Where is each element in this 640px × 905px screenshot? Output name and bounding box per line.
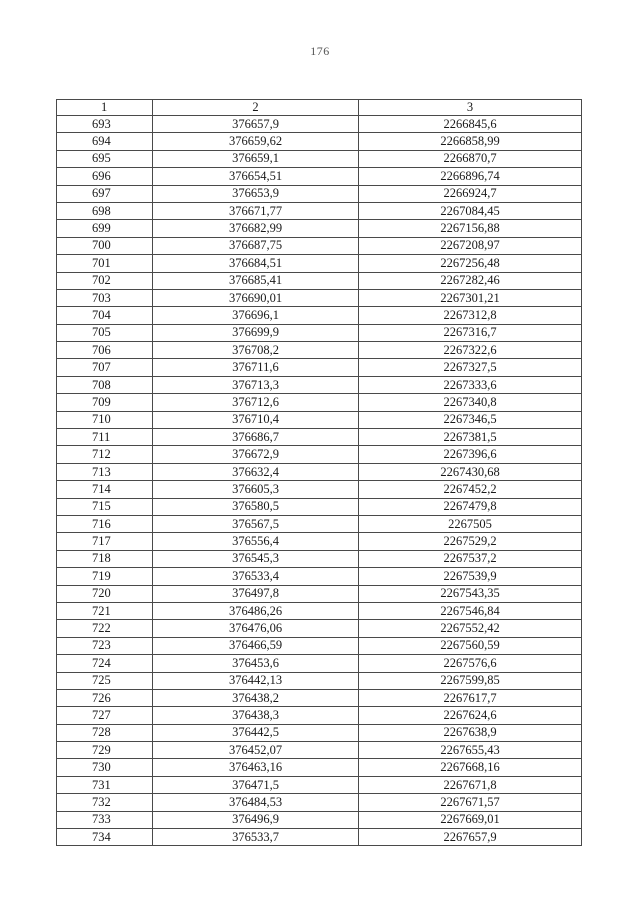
cell-y-coordinate: 2267539,9 [359, 568, 582, 585]
cell-y-coordinate: 2267655,43 [359, 742, 582, 759]
cell-y-coordinate: 2267301,21 [359, 289, 582, 306]
cell-x-coordinate: 376659,1 [153, 150, 359, 167]
cell-y-coordinate: 2267624,6 [359, 707, 582, 724]
cell-x-coordinate: 376711,6 [153, 359, 359, 376]
cell-y-coordinate: 2267156,88 [359, 220, 582, 237]
cell-y-coordinate: 2267657,9 [359, 829, 582, 846]
cell-point-number: 713 [57, 463, 153, 480]
cell-point-number: 729 [57, 742, 153, 759]
cell-point-number: 699 [57, 220, 153, 237]
cell-point-number: 727 [57, 707, 153, 724]
table-row [57, 342, 582, 359]
table-header [57, 100, 582, 116]
cell-point-number: 721 [57, 602, 153, 619]
table-row [57, 498, 582, 515]
cell-y-coordinate: 2267282,46 [359, 272, 582, 289]
cell-y-coordinate: 2267208,97 [359, 237, 582, 254]
cell-point-number: 693 [57, 116, 153, 133]
column-header-1: 1 [57, 100, 153, 116]
table-row [57, 794, 582, 811]
cell-point-number: 725 [57, 672, 153, 689]
cell-point-number: 704 [57, 307, 153, 324]
cell-point-number: 709 [57, 394, 153, 411]
table-row [57, 150, 582, 167]
cell-x-coordinate: 376708,2 [153, 342, 359, 359]
table-row [57, 672, 582, 689]
cell-y-coordinate: 2267084,45 [359, 202, 582, 219]
cell-x-coordinate: 376690,01 [153, 289, 359, 306]
cell-y-coordinate: 2267505 [359, 515, 582, 532]
cell-y-coordinate: 2266858,99 [359, 133, 582, 150]
table-row [57, 133, 582, 150]
cell-x-coordinate: 376653,9 [153, 185, 359, 202]
table-row [57, 202, 582, 219]
table-row [57, 220, 582, 237]
table-row [57, 707, 582, 724]
table-row [57, 776, 582, 793]
cell-y-coordinate: 2267381,5 [359, 429, 582, 446]
cell-x-coordinate: 376654,51 [153, 168, 359, 185]
cell-x-coordinate: 376687,75 [153, 237, 359, 254]
cell-point-number: 697 [57, 185, 153, 202]
cell-y-coordinate: 2266896,74 [359, 168, 582, 185]
table-row [57, 376, 582, 393]
header-row [57, 100, 582, 116]
cell-x-coordinate: 376712,6 [153, 394, 359, 411]
table-row [57, 289, 582, 306]
cell-point-number: 701 [57, 255, 153, 272]
cell-point-number: 730 [57, 759, 153, 776]
cell-point-number: 734 [57, 829, 153, 846]
cell-x-coordinate: 376496,9 [153, 811, 359, 828]
cell-x-coordinate: 376463,16 [153, 759, 359, 776]
cell-y-coordinate: 2267638,9 [359, 724, 582, 741]
table-row [57, 307, 582, 324]
cell-point-number: 728 [57, 724, 153, 741]
cell-x-coordinate: 376497,8 [153, 585, 359, 602]
cell-y-coordinate: 2266845,6 [359, 116, 582, 133]
table-row [57, 429, 582, 446]
cell-point-number: 695 [57, 150, 153, 167]
cell-x-coordinate: 376682,99 [153, 220, 359, 237]
table-row [57, 550, 582, 567]
cell-y-coordinate: 2267552,42 [359, 620, 582, 637]
table-row [57, 742, 582, 759]
table-row [57, 533, 582, 550]
cell-x-coordinate: 376657,9 [153, 116, 359, 133]
cell-x-coordinate: 376605,3 [153, 481, 359, 498]
cell-x-coordinate: 376442,13 [153, 672, 359, 689]
cell-x-coordinate: 376438,3 [153, 707, 359, 724]
cell-x-coordinate: 376671,77 [153, 202, 359, 219]
cell-point-number: 732 [57, 794, 153, 811]
table-row [57, 185, 582, 202]
table-row [57, 272, 582, 289]
cell-point-number: 700 [57, 237, 153, 254]
cell-y-coordinate: 2267529,2 [359, 533, 582, 550]
cell-point-number: 723 [57, 637, 153, 654]
cell-y-coordinate: 2267479,8 [359, 498, 582, 515]
cell-y-coordinate: 2267346,5 [359, 411, 582, 428]
cell-x-coordinate: 376545,3 [153, 550, 359, 567]
cell-y-coordinate: 2267322,6 [359, 342, 582, 359]
cell-y-coordinate: 2267452,2 [359, 481, 582, 498]
cell-x-coordinate: 376466,59 [153, 637, 359, 654]
table-row [57, 811, 582, 828]
cell-y-coordinate: 2266870,7 [359, 150, 582, 167]
coordinates-table [56, 99, 582, 846]
cell-y-coordinate: 2267327,5 [359, 359, 582, 376]
table-row [57, 829, 582, 846]
cell-point-number: 733 [57, 811, 153, 828]
cell-y-coordinate: 2267669,01 [359, 811, 582, 828]
table-row [57, 116, 582, 133]
cell-y-coordinate: 2267396,6 [359, 446, 582, 463]
table-row [57, 359, 582, 376]
table-row [57, 168, 582, 185]
cell-y-coordinate: 2267430,68 [359, 463, 582, 480]
cell-point-number: 726 [57, 689, 153, 706]
table-row [57, 759, 582, 776]
cell-x-coordinate: 376632,4 [153, 463, 359, 480]
cell-x-coordinate: 376699,9 [153, 324, 359, 341]
cell-x-coordinate: 376452,07 [153, 742, 359, 759]
table-row [57, 463, 582, 480]
cell-point-number: 710 [57, 411, 153, 428]
cell-point-number: 718 [57, 550, 153, 567]
cell-y-coordinate: 2267546,84 [359, 602, 582, 619]
cell-x-coordinate: 376710,4 [153, 411, 359, 428]
cell-y-coordinate: 2266924,7 [359, 185, 582, 202]
cell-y-coordinate: 2267576,6 [359, 655, 582, 672]
cell-x-coordinate: 376685,41 [153, 272, 359, 289]
cell-x-coordinate: 376533,7 [153, 829, 359, 846]
cell-x-coordinate: 376713,3 [153, 376, 359, 393]
page-number: 176 [310, 44, 330, 58]
cell-point-number: 714 [57, 481, 153, 498]
cell-x-coordinate: 376476,06 [153, 620, 359, 637]
cell-x-coordinate: 376471,5 [153, 776, 359, 793]
cell-x-coordinate: 376442,5 [153, 724, 359, 741]
cell-x-coordinate: 376453,6 [153, 655, 359, 672]
cell-y-coordinate: 2267340,8 [359, 394, 582, 411]
cell-x-coordinate: 376438,2 [153, 689, 359, 706]
cell-x-coordinate: 376686,7 [153, 429, 359, 446]
table-row [57, 394, 582, 411]
table-row [57, 655, 582, 672]
cell-point-number: 711 [57, 429, 153, 446]
cell-point-number: 719 [57, 568, 153, 585]
cell-y-coordinate: 2267560,59 [359, 637, 582, 654]
cell-y-coordinate: 2267617,7 [359, 689, 582, 706]
cell-y-coordinate: 2267537,2 [359, 550, 582, 567]
table-row [57, 481, 582, 498]
table-row [57, 724, 582, 741]
cell-point-number: 698 [57, 202, 153, 219]
table-row [57, 446, 582, 463]
cell-point-number: 705 [57, 324, 153, 341]
cell-point-number: 716 [57, 515, 153, 532]
table-row [57, 585, 582, 602]
cell-point-number: 722 [57, 620, 153, 637]
cell-point-number: 715 [57, 498, 153, 515]
table-row [57, 255, 582, 272]
cell-point-number: 708 [57, 376, 153, 393]
cell-y-coordinate: 2267312,8 [359, 307, 582, 324]
cell-x-coordinate: 376484,53 [153, 794, 359, 811]
cell-y-coordinate: 2267316,7 [359, 324, 582, 341]
cell-point-number: 720 [57, 585, 153, 602]
table-row [57, 637, 582, 654]
cell-y-coordinate: 2267599,85 [359, 672, 582, 689]
cell-point-number: 702 [57, 272, 153, 289]
table-row [57, 237, 582, 254]
cell-x-coordinate: 376580,5 [153, 498, 359, 515]
cell-x-coordinate: 376486,26 [153, 602, 359, 619]
cell-point-number: 703 [57, 289, 153, 306]
cell-point-number: 712 [57, 446, 153, 463]
cell-x-coordinate: 376684,51 [153, 255, 359, 272]
cell-x-coordinate: 376567,5 [153, 515, 359, 532]
cell-point-number: 724 [57, 655, 153, 672]
cell-x-coordinate: 376659,62 [153, 133, 359, 150]
cell-y-coordinate: 2267668,16 [359, 759, 582, 776]
table-row [57, 515, 582, 532]
table-body [57, 116, 582, 846]
cell-point-number: 717 [57, 533, 153, 550]
cell-point-number: 706 [57, 342, 153, 359]
column-header-3: 3 [359, 100, 582, 116]
cell-x-coordinate: 376533,4 [153, 568, 359, 585]
cell-x-coordinate: 376672,9 [153, 446, 359, 463]
cell-x-coordinate: 376696,1 [153, 307, 359, 324]
table-row [57, 324, 582, 341]
cell-y-coordinate: 2267671,57 [359, 794, 582, 811]
cell-y-coordinate: 2267671,8 [359, 776, 582, 793]
cell-y-coordinate: 2267333,6 [359, 376, 582, 393]
cell-point-number: 707 [57, 359, 153, 376]
table-row [57, 411, 582, 428]
table-row [57, 620, 582, 637]
cell-point-number: 696 [57, 168, 153, 185]
table-row [57, 568, 582, 585]
table-row [57, 689, 582, 706]
cell-x-coordinate: 376556,4 [153, 533, 359, 550]
cell-y-coordinate: 2267256,48 [359, 255, 582, 272]
cell-point-number: 731 [57, 776, 153, 793]
column-header-2: 2 [153, 100, 359, 116]
cell-y-coordinate: 2267543,35 [359, 585, 582, 602]
cell-point-number: 694 [57, 133, 153, 150]
table-row [57, 602, 582, 619]
